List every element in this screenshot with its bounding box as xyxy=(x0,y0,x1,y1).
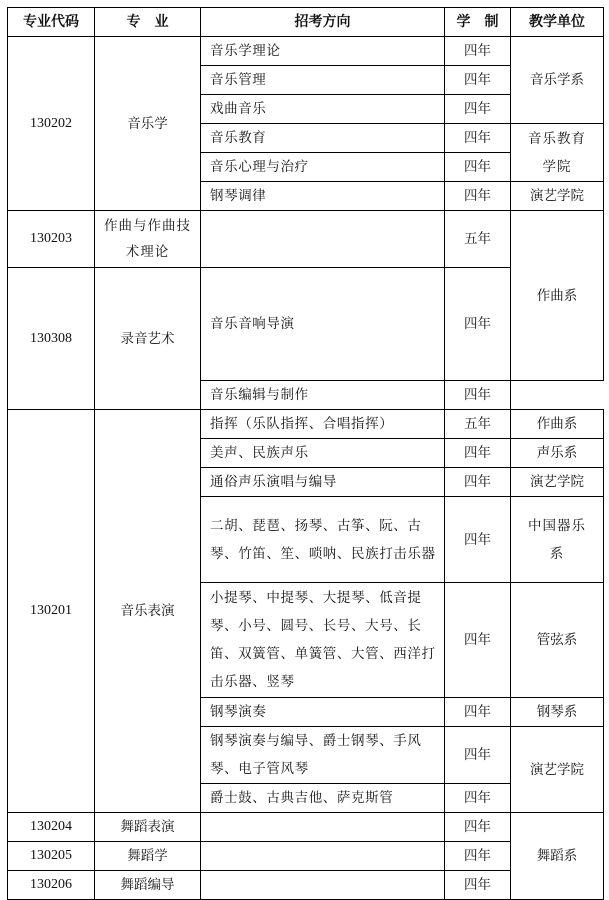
header-row xyxy=(8,8,604,37)
teaching-unit: 舞蹈系 xyxy=(511,813,604,900)
teaching-unit: 演艺学院 xyxy=(511,468,604,497)
direction-cell: 小提琴、中提琴、大提琴、低音提琴、小号、圆号、长号、大号、长笛、双簧管、单簧管、大管、西洋打击乐器、竖琴 xyxy=(201,583,445,698)
duration-cell: 四年 xyxy=(445,182,511,211)
duration-cell: 五年 xyxy=(445,410,511,439)
major-name: 音乐学 xyxy=(95,37,201,211)
major-name: 舞蹈表演 xyxy=(95,813,201,842)
table-row xyxy=(8,211,604,268)
major-name: 舞蹈学 xyxy=(95,842,201,871)
direction-cell: 戏曲音乐 xyxy=(201,95,445,124)
direction-cell: 二胡、琵琶、扬琴、古筝、阮、古琴、竹笛、笙、唢呐、民族打击乐器 xyxy=(201,497,445,583)
duration-cell: 四年 xyxy=(445,439,511,468)
direction-cell: 美声、民族声乐 xyxy=(201,439,445,468)
direction-cell: 音乐心理与治疗 xyxy=(201,153,445,182)
duration-cell: 四年 xyxy=(445,698,511,727)
teaching-unit: 中国器乐系 xyxy=(511,497,604,583)
direction-cell: 音乐编辑与制作 xyxy=(201,381,445,410)
direction-cell xyxy=(201,842,445,871)
major-code: 130205 xyxy=(8,842,95,871)
teaching-unit: 钢琴系 xyxy=(511,698,604,727)
major-name: 录音艺术 xyxy=(95,268,201,410)
duration-cell: 四年 xyxy=(445,268,511,381)
header-unit: 教学单位 xyxy=(511,8,604,37)
duration-cell: 五年 xyxy=(445,211,511,268)
direction-cell: 音乐音响导演 xyxy=(201,268,445,381)
direction-cell: 爵士鼓、古典吉他、萨克斯管 xyxy=(201,784,445,813)
teaching-unit: 管弦系 xyxy=(511,583,604,698)
duration-cell: 四年 xyxy=(445,871,511,900)
duration-cell: 四年 xyxy=(445,468,511,497)
teaching-unit: 演艺学院 xyxy=(511,182,604,211)
direction-cell: 钢琴演奏 xyxy=(201,698,445,727)
table-row xyxy=(8,37,604,66)
teaching-unit: 音乐学系 xyxy=(511,37,604,124)
teaching-unit: 演艺学院 xyxy=(511,727,604,813)
teaching-unit: 作曲系 xyxy=(511,211,604,381)
table-row xyxy=(8,813,604,842)
major-name: 舞蹈编导 xyxy=(95,871,201,900)
duration-cell: 四年 xyxy=(445,153,511,182)
header-direction: 招考方向 xyxy=(201,8,445,37)
header-major: 专 业 xyxy=(95,8,201,37)
duration-cell: 四年 xyxy=(445,842,511,871)
duration-cell: 四年 xyxy=(445,784,511,813)
major-code: 130203 xyxy=(8,211,95,268)
major-code: 130308 xyxy=(8,268,95,410)
direction-cell xyxy=(201,211,445,268)
duration-cell: 四年 xyxy=(445,813,511,842)
major-name: 作曲与作曲技术理论 xyxy=(95,211,201,268)
major-name: 音乐表演 xyxy=(95,410,201,813)
direction-cell xyxy=(201,813,445,842)
duration-cell: 四年 xyxy=(445,95,511,124)
duration-cell: 四年 xyxy=(445,727,511,784)
major-code: 130206 xyxy=(8,871,95,900)
duration-cell: 四年 xyxy=(445,124,511,153)
duration-cell: 四年 xyxy=(445,497,511,583)
duration-cell: 四年 xyxy=(445,381,511,410)
direction-cell: 钢琴调律 xyxy=(201,182,445,211)
direction-cell: 音乐管理 xyxy=(201,66,445,95)
direction-cell: 钢琴演奏与编导、爵士钢琴、手风琴、电子管风琴 xyxy=(201,727,445,784)
majors-table xyxy=(7,7,604,900)
major-code: 130202 xyxy=(8,37,95,211)
direction-cell: 指挥（乐队指挥、合唱指挥） xyxy=(201,410,445,439)
major-code: 130201 xyxy=(8,410,95,813)
direction-cell: 音乐学理论 xyxy=(201,37,445,66)
direction-cell: 音乐教育 xyxy=(201,124,445,153)
teaching-unit: 作曲系 xyxy=(511,410,604,439)
direction-cell: 通俗声乐演唱与编导 xyxy=(201,468,445,497)
duration-cell: 四年 xyxy=(445,66,511,95)
table-row xyxy=(8,410,604,439)
teaching-unit: 声乐系 xyxy=(511,439,604,468)
header-duration: 学 制 xyxy=(445,8,511,37)
major-code: 130204 xyxy=(8,813,95,842)
table-body xyxy=(8,37,604,900)
header-code: 专业代码 xyxy=(8,8,95,37)
direction-cell xyxy=(201,871,445,900)
teaching-unit: 音乐教育学院 xyxy=(511,124,604,182)
duration-cell: 四年 xyxy=(445,37,511,66)
duration-cell: 四年 xyxy=(445,583,511,698)
